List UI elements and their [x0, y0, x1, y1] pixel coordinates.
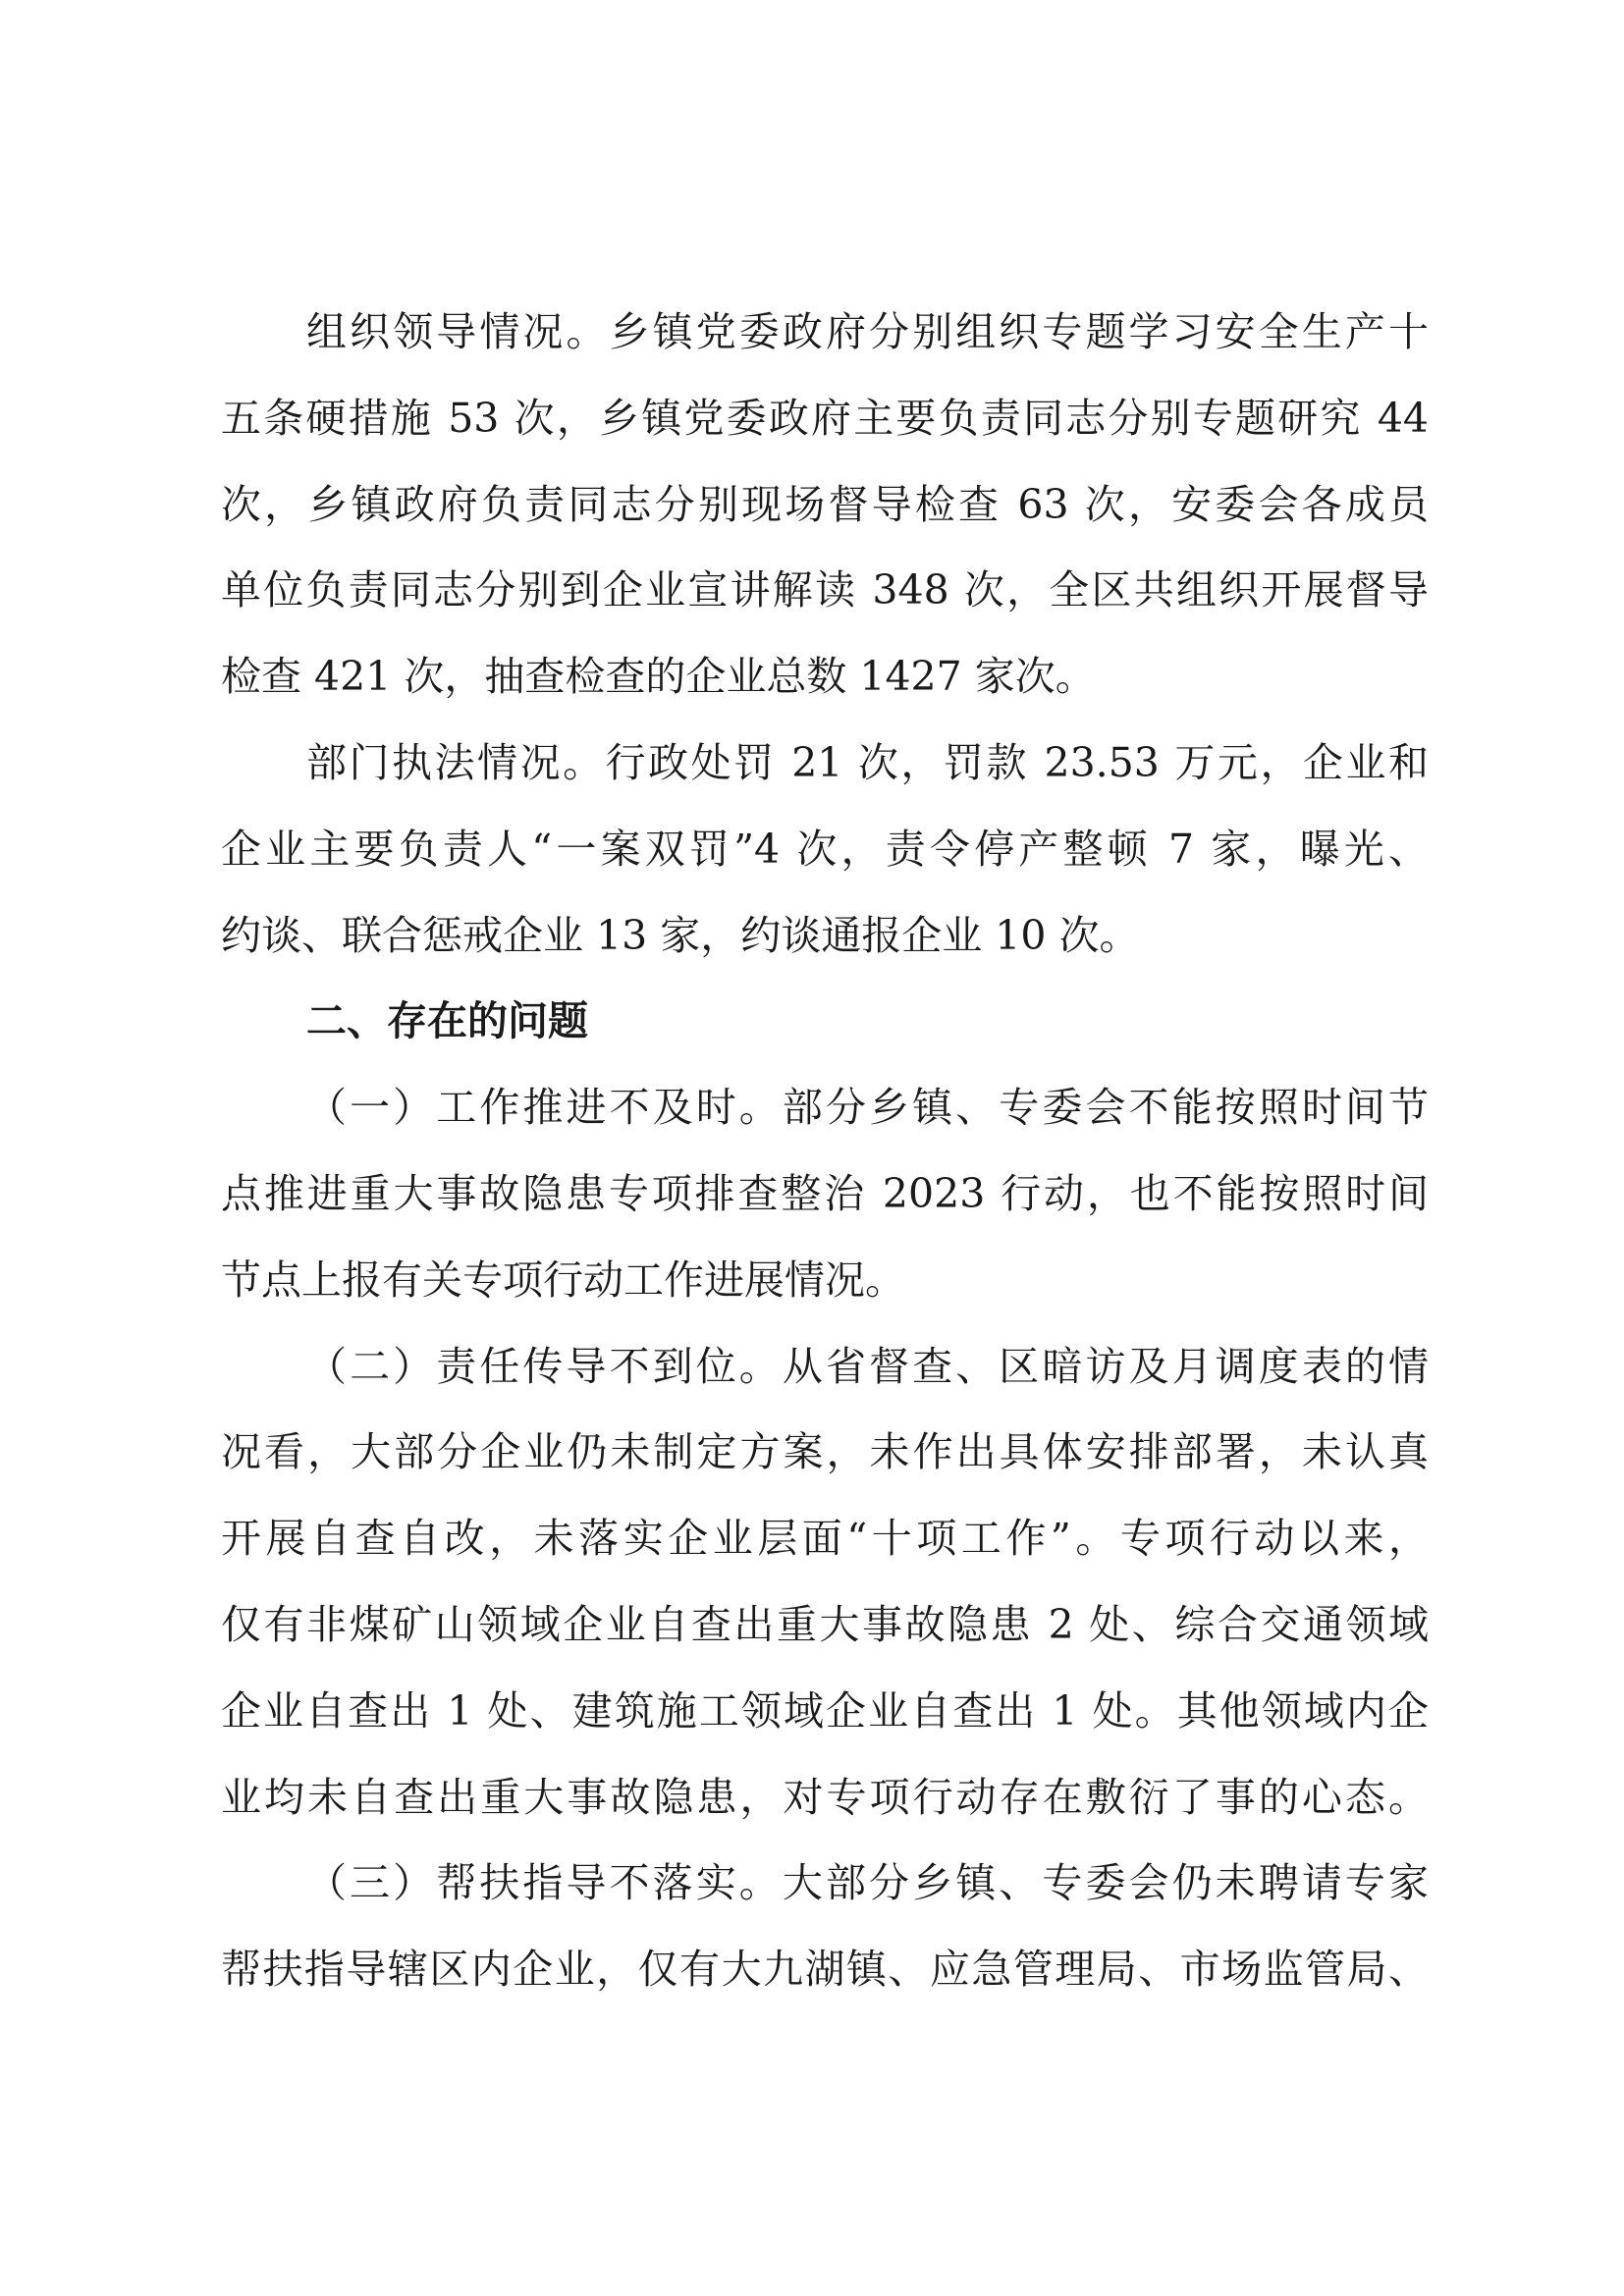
section-heading: 二、存在的问题	[306, 997, 588, 1044]
paragraph-line: （二）责任传导不到位。从省督查、区暗访及月调度表的情	[306, 1343, 1429, 1390]
paragraph-line: 五条硬措施 53 次，乡镇党委政府主要负责同志分别专题研究 44	[221, 395, 1429, 442]
paragraph-line: 节点上报有关专项行动工作进展情况。	[221, 1256, 905, 1304]
paragraph-line: 况看，大部分企业仍未制定方案，未作出具体安排部署，未认真	[221, 1428, 1429, 1475]
paragraph-line: （一）工作推进不及时。部分乡镇、专委会不能按照时间节	[306, 1084, 1429, 1131]
paragraph-line: 开展自查自改，未落实企业层面“十项工作”。专项行动以来，	[221, 1515, 1429, 1562]
paragraph-line: （三）帮扶指导不落实。大部分乡镇、专委会仍未聘请专家	[306, 1859, 1429, 1906]
paragraph-line: 帮扶指导辖区内企业，仅有大九湖镇、应急管理局、市场监管局、	[221, 1946, 1429, 1993]
paragraph-line: 部门执法情况。行政处罚 21 次，罚款 23.53 万元，企业和	[306, 739, 1429, 786]
paragraph-line: 企业自查出 1 处、建筑施工领域企业自查出 1 处。其他领域内企	[221, 1687, 1429, 1735]
paragraph-line: 检查 421 次，抽查检查的企业总数 1427 家次。	[221, 653, 1096, 700]
paragraph-line: 点推进重大事故隐患专项排查整治 2023 行动，也不能按照时间	[221, 1170, 1429, 1217]
paragraph-line: 组织领导情况。乡镇党委政府分别组织专题学习安全生产十	[306, 308, 1429, 355]
paragraph-line: 单位负责同志分别到企业宣讲解读 348 次，全区共组织开展督导	[221, 566, 1429, 614]
paragraph-line: 次，乡镇政府负责同志分别现场督导检查 63 次，安委会各成员	[221, 481, 1429, 528]
paragraph-line: 企业主要负责人“一案双罚”4 次，责令停产整顿 7 家，曝光、	[221, 826, 1429, 873]
paragraph-line: 业均未自查出重大事故隐患，对专项行动存在敷衍了事的心态。	[221, 1774, 1429, 1821]
paragraph-line: 约谈、联合惩戒企业 13 家，约谈通报企业 10 次。	[221, 912, 1140, 959]
paragraph-line: 仅有非煤矿山领域企业自查出重大事故隐患 2 处、综合交通领域	[221, 1601, 1429, 1648]
